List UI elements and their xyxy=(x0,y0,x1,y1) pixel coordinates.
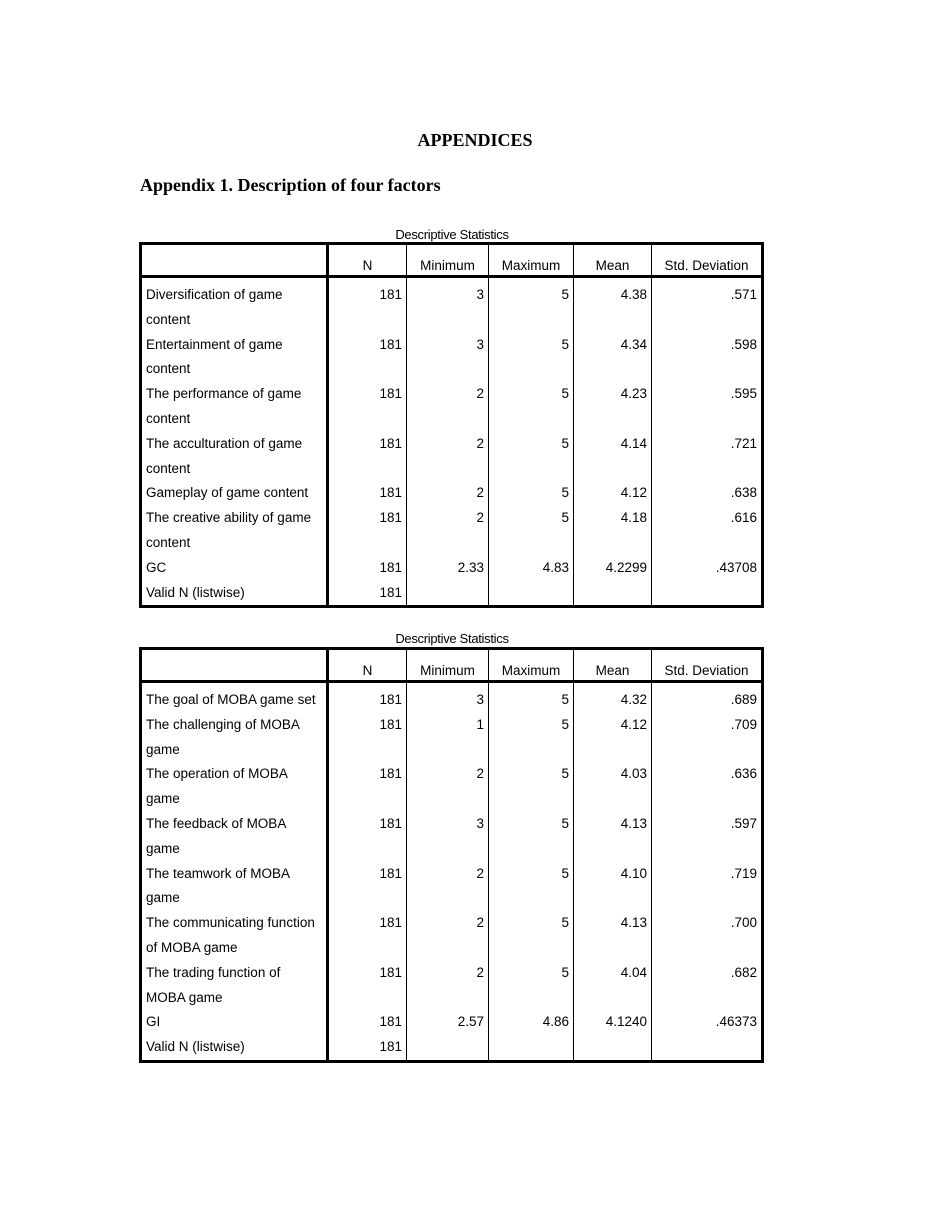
stat-cell xyxy=(407,581,489,607)
stat-cell: .46373 xyxy=(652,1010,763,1035)
table-row xyxy=(141,812,763,862)
row-label: The feedback of MOBA game xyxy=(141,812,328,862)
page-title: APPENDICES xyxy=(417,130,533,150)
stat-cell: 181 xyxy=(379,964,402,980)
stat-cell: 181 xyxy=(379,386,402,402)
stat-cell: 4.83 xyxy=(489,556,574,581)
stat-cell: .719 xyxy=(652,862,763,912)
row-label: The acculturation of game content xyxy=(141,432,328,482)
stat-cell: .616 xyxy=(652,506,763,556)
stat-cell: 5 xyxy=(489,432,574,482)
column-header: Minimum xyxy=(407,649,489,682)
stat-cell: 2.57 xyxy=(407,1010,489,1035)
table-row xyxy=(141,581,763,607)
stat-cell: 181 xyxy=(379,815,402,831)
stat-cell: 181 xyxy=(379,336,402,352)
row-label: Gameplay of game content xyxy=(141,481,328,506)
table-header-row xyxy=(141,244,763,277)
table-1-caption: Descriptive Statistics xyxy=(395,227,509,242)
row-label: Valid N (listwise) xyxy=(141,581,328,607)
table-row xyxy=(141,432,763,482)
column-header: Std. Deviation xyxy=(652,649,763,682)
table-row xyxy=(141,1035,763,1061)
stat-cell xyxy=(652,1035,763,1061)
stat-cell: 4.18 xyxy=(574,506,652,556)
stat-cell: .597 xyxy=(652,812,763,862)
row-label: GI xyxy=(141,1010,328,1035)
stat-cell: 181 xyxy=(379,865,402,881)
stat-cell xyxy=(489,1035,574,1061)
table-row xyxy=(141,506,763,556)
stat-cell: 4.13 xyxy=(574,812,652,862)
table-row xyxy=(141,961,763,1011)
stat-cell: 2 xyxy=(407,432,489,482)
table-row xyxy=(141,382,763,432)
stat-cell: 2.33 xyxy=(407,556,489,581)
table-row xyxy=(141,333,763,383)
table-header-row xyxy=(141,649,763,682)
row-label: Diversification of game content xyxy=(141,277,328,333)
stat-cell: 5 xyxy=(489,862,574,912)
stat-cell: 2 xyxy=(407,961,489,1011)
stat-cell: .689 xyxy=(652,682,763,713)
row-label: The creative ability of game content xyxy=(141,506,328,556)
stat-cell: .721 xyxy=(652,432,763,482)
stat-cell: .636 xyxy=(652,762,763,812)
stat-cell: 5 xyxy=(489,382,574,432)
stat-cell xyxy=(574,581,652,607)
table-row xyxy=(141,713,763,763)
stat-cell: 4.12 xyxy=(574,481,652,506)
stat-cell: 4.14 xyxy=(574,432,652,482)
stat-cell: .638 xyxy=(652,481,763,506)
row-label: The communicating function of MOBA game xyxy=(141,911,328,961)
stat-cell: 5 xyxy=(489,277,574,333)
row-label: Valid N (listwise) xyxy=(141,1035,328,1061)
stat-cell: 2 xyxy=(407,506,489,556)
stat-cell: 181 xyxy=(379,510,402,526)
row-label: The teamwork of MOBA game xyxy=(141,862,328,912)
stat-cell: 5 xyxy=(489,762,574,812)
row-label: Entertainment of game content xyxy=(141,333,328,383)
stat-cell: 181 xyxy=(379,766,402,782)
stat-cell: 4.1240 xyxy=(574,1010,652,1035)
column-header: Minimum xyxy=(407,244,489,277)
column-header: Maximum xyxy=(489,649,574,682)
header-cell-blank xyxy=(141,244,328,277)
stat-cell: 181 xyxy=(379,287,402,302)
row-label: The performance of game content xyxy=(141,382,328,432)
stat-cell: 5 xyxy=(489,506,574,556)
stat-cell: 181 xyxy=(379,915,402,931)
descriptive-statistics-table-1 xyxy=(139,242,764,608)
stat-cell: 181 xyxy=(379,716,402,732)
stat-cell xyxy=(574,1035,652,1061)
header-cell-blank xyxy=(141,649,328,682)
stat-cell: 181 xyxy=(379,1014,402,1030)
stat-cell: 5 xyxy=(489,481,574,506)
stat-cell: .598 xyxy=(652,333,763,383)
stat-cell: 3 xyxy=(407,277,489,333)
stat-cell: .595 xyxy=(652,382,763,432)
row-label: The challenging of MOBA game xyxy=(141,713,328,763)
table-row xyxy=(141,556,763,581)
stat-cell: 181 xyxy=(379,692,402,707)
stat-cell: 5 xyxy=(489,812,574,862)
stat-cell: 4.34 xyxy=(574,333,652,383)
stat-cell: 4.32 xyxy=(574,682,652,713)
stat-cell: 4.04 xyxy=(574,961,652,1011)
stat-cell: 181 xyxy=(379,485,402,501)
table-row xyxy=(141,911,763,961)
stat-cell: 3 xyxy=(407,682,489,713)
stat-cell: 181 xyxy=(379,435,402,451)
stat-cell: 2 xyxy=(407,762,489,812)
stat-cell: .700 xyxy=(652,911,763,961)
column-header: Mean xyxy=(574,244,652,277)
stat-cell: 181 xyxy=(379,559,402,575)
table-row xyxy=(141,1010,763,1035)
column-header: Maximum xyxy=(489,244,574,277)
stat-cell: 5 xyxy=(489,682,574,713)
row-label: The goal of MOBA game set xyxy=(141,682,328,713)
stat-cell: 4.86 xyxy=(489,1010,574,1035)
appendix-heading: Appendix 1. Description of four factors xyxy=(140,175,441,195)
stat-cell xyxy=(489,581,574,607)
stat-cell: 2 xyxy=(407,911,489,961)
stat-cell: .571 xyxy=(652,277,763,333)
stat-cell: 4.13 xyxy=(574,911,652,961)
stat-cell: 2 xyxy=(407,481,489,506)
row-label: The trading function of MOBA game xyxy=(141,961,328,1011)
stat-cell: 4.03 xyxy=(574,762,652,812)
descriptive-statistics-table-2 xyxy=(139,647,764,1063)
table-row xyxy=(141,277,763,333)
stat-cell: 3 xyxy=(407,333,489,383)
stat-cell: 1 xyxy=(407,713,489,763)
stat-cell: 4.38 xyxy=(574,277,652,333)
stat-cell: 5 xyxy=(489,713,574,763)
column-header: Std. Deviation xyxy=(652,244,763,277)
stat-cell: 5 xyxy=(489,333,574,383)
stat-cell: 3 xyxy=(407,812,489,862)
column-header: N xyxy=(328,649,407,682)
stat-cell: 4.12 xyxy=(574,713,652,763)
stat-cell: .709 xyxy=(652,713,763,763)
table-row xyxy=(141,481,763,506)
stat-cell xyxy=(407,1035,489,1061)
row-label: The operation of MOBA game xyxy=(141,762,328,812)
stat-cell: 181 xyxy=(379,1039,402,1055)
stat-cell: 5 xyxy=(489,911,574,961)
row-label: GC xyxy=(141,556,328,581)
stat-cell: 2 xyxy=(407,862,489,912)
table-row xyxy=(141,682,763,713)
stat-cell: .682 xyxy=(652,961,763,1011)
stat-cell: 4.2299 xyxy=(574,556,652,581)
stat-cell xyxy=(652,581,763,607)
table-row xyxy=(141,862,763,912)
table-2-caption: Descriptive Statistics xyxy=(395,631,509,646)
stat-cell: 5 xyxy=(489,961,574,1011)
table-row xyxy=(141,762,763,812)
column-header: Mean xyxy=(574,649,652,682)
stat-cell: 181 xyxy=(379,584,402,600)
stat-cell: 2 xyxy=(407,382,489,432)
column-header: N xyxy=(328,244,407,277)
stat-cell: 4.23 xyxy=(574,382,652,432)
stat-cell: 4.10 xyxy=(574,862,652,912)
stat-cell: .43708 xyxy=(652,556,763,581)
